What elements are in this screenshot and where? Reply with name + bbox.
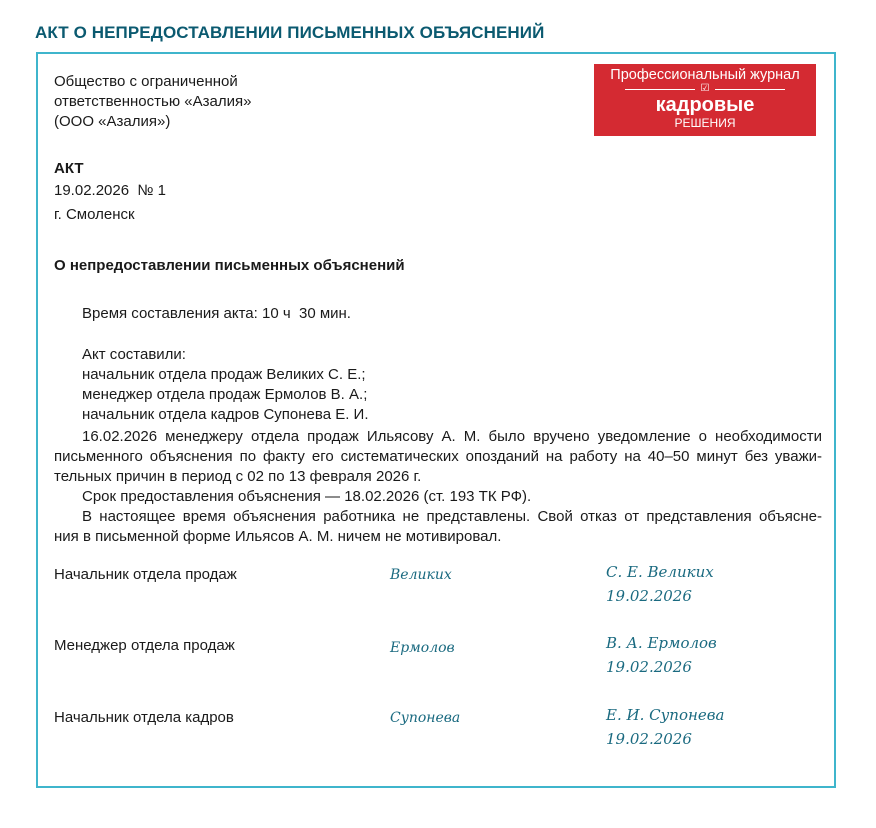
signer-position: Начальник отдела кадров	[54, 709, 234, 726]
para-line: письменного объяснения по факту его систематических опозданий на работу на 40–50 минут без уважи-	[54, 448, 822, 465]
logo-line: кадровые	[655, 94, 755, 116]
logo-line: Профессиональный журнал	[610, 67, 800, 83]
signature-date: 19.02.2026	[606, 587, 692, 605]
org-line: (ООО «Азалия»)	[54, 113, 171, 130]
signer-position: Менеджер отдела продаж	[54, 637, 235, 654]
para-line: В настоящее время объяснения работника не представлены. Свой отказ от представления объясне-	[82, 508, 822, 525]
city: г. Смоленск	[54, 206, 135, 223]
time-line: Время составления акта: 10 ч 30 мин.	[82, 305, 351, 322]
org-line: Общество с ограниченной	[54, 73, 238, 90]
para-line: ния в письменной форме Ильясов А. М. ничем не мотивировал.	[54, 528, 502, 545]
doc-type: АКТ	[54, 160, 84, 177]
signature-date: 19.02.2026	[606, 730, 692, 748]
doc-heading: О непредоставлении письменных объяснений	[54, 257, 405, 274]
signer-name: В. А. Ермолов	[606, 634, 717, 652]
org-line: ответственностью «Азалия»	[54, 93, 252, 110]
compiler: начальник отдела продаж Великих С. Е.;	[82, 366, 366, 383]
journal-logo	[594, 64, 816, 136]
date-number: 19.02.2026 № 1	[54, 182, 167, 199]
document-title: АКТ О НЕПРЕДОСТАВЛЕНИИ ПИСЬМЕННЫХ ОБЪЯСНЕНИЙ	[35, 23, 545, 42]
handwritten-signature: Супонева	[390, 710, 461, 726]
logo-rule	[715, 89, 785, 90]
signer-name: Е. И. Супонева	[606, 706, 725, 724]
compiled-label: Акт составили:	[82, 346, 186, 363]
signature-date: 19.02.2026	[606, 658, 692, 676]
logo-divider	[594, 84, 816, 94]
compiler: начальник отдела кадров Супонева Е. И.	[82, 406, 369, 423]
para-line: 16.02.2026 менеджеру отдела продаж Ильясову А. М. было вручено уведомление о необходимости	[82, 428, 822, 445]
handwritten-signature: Ермолов	[390, 640, 455, 656]
checkbox-icon: ☑	[700, 83, 710, 94]
para-line: тельных причин в период с 02 по 13 февраля 2026 г.	[54, 468, 422, 485]
logo-line: РЕШЕНИЯ	[674, 116, 736, 130]
logo-rule	[625, 89, 695, 90]
signer-name: С. Е. Великих	[606, 563, 714, 581]
compiler: менеджер отдела продаж Ермолов В. А.;	[82, 386, 368, 403]
paragraph-notice	[54, 427, 822, 547]
signer-position: Начальник отдела продаж	[54, 566, 237, 583]
para-deadline: Срок предоставления объяснения — 18.02.2026 (ст. 193 ТК РФ).	[82, 488, 532, 505]
handwritten-signature: Великих	[390, 567, 452, 583]
